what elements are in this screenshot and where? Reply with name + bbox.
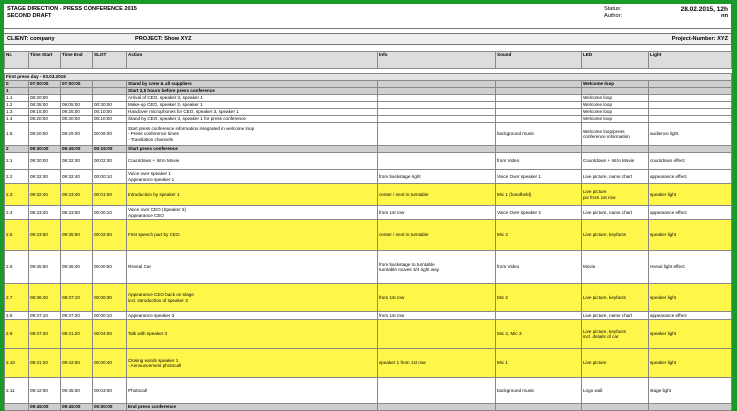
time-end: 09:45:00 xyxy=(61,378,93,404)
slot-duration: 00:00:10 xyxy=(93,206,127,220)
action-cell: Countdown + Intro Movie xyxy=(127,153,378,170)
light-cell: speaker light xyxy=(649,320,732,349)
slot-duration xyxy=(93,95,127,102)
led-cell: Welcome loop xyxy=(582,109,649,116)
info-cell xyxy=(378,378,496,404)
row-number: 0 xyxy=(5,81,29,88)
time-start: 09:30:00 xyxy=(29,153,61,170)
row-number: 1.2 xyxy=(5,102,29,109)
slot-duration: 00:09:30 xyxy=(93,123,127,146)
led-cell: Welcome loop/press conference information xyxy=(582,123,649,146)
table-row xyxy=(5,109,732,116)
sound-cell: from Video xyxy=(496,153,582,170)
slot-duration: 00:02:00 xyxy=(93,220,127,251)
sound-cell xyxy=(496,81,582,88)
light-cell xyxy=(649,404,732,411)
info-cell: from 1st row xyxy=(378,312,496,320)
slot-duration xyxy=(93,88,127,95)
time-end: 09:32:30 xyxy=(61,153,93,170)
sound-cell: Mic 2 xyxy=(496,220,582,251)
light-cell xyxy=(649,81,732,88)
time-end xyxy=(61,95,93,102)
table-row xyxy=(5,184,732,206)
info-cell xyxy=(378,153,496,170)
table-row xyxy=(5,312,732,320)
column-header: Time Start xyxy=(29,52,61,69)
led-cell: Countdown + Intro Movie xyxy=(582,153,649,170)
slot-duration: 00:10:00 xyxy=(93,116,127,123)
action-cell: Stand by crew & all suppliers xyxy=(127,81,378,88)
time-end: 09:37:20 xyxy=(61,312,93,320)
light-cell: audience light xyxy=(649,123,732,146)
status-value: 28.02.2015, 12h xyxy=(680,6,728,13)
slot-duration: 00:04:00 xyxy=(93,320,127,349)
info-cell: from 1st row xyxy=(378,206,496,220)
row-number: 1.3 xyxy=(5,109,29,116)
column-header: Info xyxy=(378,52,496,69)
row-number: 2.10 xyxy=(5,349,29,378)
table-row xyxy=(5,378,732,404)
slot-duration: 00:10:00 xyxy=(93,109,127,116)
column-header: Time End xyxy=(61,52,93,69)
info-cell xyxy=(378,81,496,88)
led-cell: Live picture, name chart xyxy=(582,206,649,220)
table-row xyxy=(5,404,732,411)
time-end: 09:25:00 xyxy=(61,109,93,116)
time-end: 07:00:00 xyxy=(61,81,93,88)
client-label: CLIENT: company xyxy=(7,36,55,42)
action-cell: End press conference xyxy=(127,404,378,411)
slot-duration: 00:00:40 xyxy=(93,349,127,378)
info-cell xyxy=(378,102,496,109)
action-cell: Photocall xyxy=(127,378,378,404)
row-number: 2.5 xyxy=(5,220,29,251)
led-cell: Live picture, keyfacts xyxy=(582,284,649,312)
time-start: 07:00:00 xyxy=(29,81,61,88)
table-row xyxy=(5,81,732,88)
sound-cell xyxy=(496,95,582,102)
led-cell: Welcome loop xyxy=(582,81,649,88)
time-start: 09:32:40 xyxy=(29,184,61,206)
led-cell xyxy=(582,88,649,95)
row-number: 2.6 xyxy=(5,251,29,284)
time-end: 09:35:50 xyxy=(61,220,93,251)
column-header: LED xyxy=(582,52,649,69)
time-end: 09:29:30 xyxy=(61,123,93,146)
slot-duration: 00:30:00 xyxy=(93,102,127,109)
table-row xyxy=(5,153,732,170)
project-info-bar xyxy=(4,33,731,45)
light-cell: appearance effect xyxy=(649,312,732,320)
row-number: 2.9 xyxy=(5,320,29,349)
time-start: 09:30:00 xyxy=(29,146,61,153)
light-cell: speaker light xyxy=(649,184,732,206)
row-number xyxy=(5,404,29,411)
sound-cell: from Video xyxy=(496,251,582,284)
project-number-label: Project-Number: XYZ xyxy=(671,36,728,42)
light-cell xyxy=(649,88,732,95)
row-number: 2.8 xyxy=(5,312,29,320)
row-number: 1 xyxy=(5,88,29,95)
slot-duration: 00:00:30 xyxy=(93,284,127,312)
sound-cell: Voice Over speaker 1 xyxy=(496,170,582,184)
row-number: 1.1 xyxy=(5,95,29,102)
action-cell: Voice over CEO (Speaker 2) Appearance CEO xyxy=(127,206,378,220)
led-cell: Logo wall xyxy=(582,378,649,404)
action-cell: Handover microphones for CEO, speaker 3, speaker 1 xyxy=(127,109,378,116)
light-cell: speaker light xyxy=(649,349,732,378)
sound-cell: background music xyxy=(496,123,582,146)
sound-cell xyxy=(496,146,582,153)
time-start: 09:33:50 xyxy=(29,220,61,251)
slot-duration: 00:00:50 xyxy=(93,251,127,284)
led-cell: Live picture, name chart xyxy=(582,170,649,184)
time-start: 09:37:10 xyxy=(29,312,61,320)
day-row xyxy=(5,74,732,81)
slot-duration: 00:01:00 xyxy=(93,184,127,206)
time-end: 09:33:50 xyxy=(61,206,93,220)
table-row xyxy=(5,206,732,220)
sound-cell: Mic 1 (handheld) xyxy=(496,184,582,206)
light-cell: appearance effect xyxy=(649,206,732,220)
row-number: 1.5 xyxy=(5,123,29,146)
led-cell: Welcome loop xyxy=(582,102,649,109)
action-cell: Start press conference xyxy=(127,146,378,153)
table-row xyxy=(5,88,732,95)
light-cell xyxy=(649,109,732,116)
time-end: 09:30:00 xyxy=(61,116,93,123)
info-cell: speaker 1 from 1st row xyxy=(378,349,496,378)
time-start: 09:20:00 xyxy=(29,123,61,146)
slot-duration xyxy=(93,81,127,88)
row-number: 2.3 xyxy=(5,184,29,206)
table-row xyxy=(5,320,732,349)
column-header: Light xyxy=(649,52,732,69)
action-cell: Arrival of CEO, speaker 3, speaker 1 xyxy=(127,95,378,102)
time-start: 09:35:50 xyxy=(29,251,61,284)
table-row xyxy=(5,251,732,284)
light-cell: reveal light effect xyxy=(649,251,732,284)
row-number: 2.2 xyxy=(5,170,29,184)
led-cell: Live picture xyxy=(582,349,649,378)
info-cell xyxy=(378,320,496,349)
slot-duration: 00:03:00 xyxy=(93,378,127,404)
led-cell: Live picture pic from 1st row xyxy=(582,184,649,206)
slot-duration: 00:02:30 xyxy=(93,153,127,170)
table-row xyxy=(5,123,732,146)
time-start: 09:15:00 xyxy=(29,109,61,116)
table-row xyxy=(5,284,732,312)
action-cell: Stand by CEO, speaker 3, speaker 1 for press conference xyxy=(127,116,378,123)
slot-duration: 00:00:00 xyxy=(93,404,127,411)
action-cell: Start 2,5 hours before press conference xyxy=(127,88,378,95)
led-cell: Welcome loop xyxy=(582,95,649,102)
light-cell xyxy=(649,116,732,123)
sound-cell: Mic 2, Mic 3 xyxy=(496,320,582,349)
info-cell xyxy=(378,95,496,102)
info-cell: from backstage to turntable turntable moves 3/4 right way xyxy=(378,251,496,284)
led-cell: Welcome loop xyxy=(582,116,649,123)
time-start: 09:41:20 xyxy=(29,349,61,378)
light-cell xyxy=(649,102,732,109)
time-end: 09:05:00 xyxy=(61,102,93,109)
row-number: 2.4 xyxy=(5,206,29,220)
time-start: 08:20:00 xyxy=(29,95,61,102)
sound-cell: Mic 2 xyxy=(496,284,582,312)
spreadsheet xyxy=(4,4,731,410)
time-start xyxy=(29,88,61,95)
action-cell: Appearance speaker 3 xyxy=(127,312,378,320)
slot-duration: 00:00:10 xyxy=(93,170,127,184)
author-label: Author: xyxy=(604,13,623,19)
led-cell xyxy=(582,146,649,153)
light-cell: countdown effect xyxy=(649,153,732,170)
light-cell xyxy=(649,95,732,102)
table-row xyxy=(5,102,732,109)
document-subtitle: SECOND DRAFT xyxy=(7,13,52,19)
time-end: 09:42:00 xyxy=(61,349,93,378)
time-end: 09:45:00 xyxy=(61,146,93,153)
info-cell: from 1st row xyxy=(378,284,496,312)
action-cell: Closing words speaker 1 - Announcement photocall xyxy=(127,349,378,378)
project-label: PROJECT: Show XYZ xyxy=(135,36,192,42)
sound-cell: Mic 1 xyxy=(496,349,582,378)
sound-cell xyxy=(496,404,582,411)
column-header: SLOT xyxy=(93,52,127,69)
sound-cell xyxy=(496,312,582,320)
info-cell xyxy=(378,404,496,411)
time-end: 09:37:10 xyxy=(61,284,93,312)
light-cell: stage light xyxy=(649,378,732,404)
time-end: 09:41:20 xyxy=(61,320,93,349)
light-cell: speaker light xyxy=(649,284,732,312)
sound-cell xyxy=(496,88,582,95)
slot-duration: 00:15:00 xyxy=(93,146,127,153)
day-label: First press day - 03.03.2015 xyxy=(5,74,732,81)
action-cell: First speech part by CEO xyxy=(127,220,378,251)
table-header-row xyxy=(5,52,732,69)
table-row xyxy=(5,220,732,251)
time-start: 08:35:00 xyxy=(29,102,61,109)
table-row xyxy=(5,116,732,123)
time-end: 09:45:00 xyxy=(61,404,93,411)
time-start: 09:37:20 xyxy=(29,320,61,349)
info-cell xyxy=(378,109,496,116)
sound-cell: background music xyxy=(496,378,582,404)
action-cell: Voice over speaker 1 Appearance speaker 1 xyxy=(127,170,378,184)
info-cell xyxy=(378,146,496,153)
light-cell xyxy=(649,146,732,153)
time-start: 09:45:00 xyxy=(29,404,61,411)
row-number: 2 xyxy=(5,146,29,153)
action-cell: Start press conference information integrated in welcome loop - Press conference times - Translation channels xyxy=(127,123,378,146)
sound-cell xyxy=(496,116,582,123)
led-cell: Movie xyxy=(582,251,649,284)
row-number: 2.7 xyxy=(5,284,29,312)
time-start: 09:20:00 xyxy=(29,116,61,123)
info-cell xyxy=(378,123,496,146)
time-end: 09:36:40 xyxy=(61,251,93,284)
table-row xyxy=(5,146,732,153)
time-end xyxy=(61,88,93,95)
row-number: 2.11 xyxy=(5,378,29,404)
led-cell: Live picture, keyfacts incl. details of car xyxy=(582,320,649,349)
action-cell: Appearance CEO back on stage incl. introduction of speaker 3 xyxy=(127,284,378,312)
info-cell: from backstage right xyxy=(378,170,496,184)
time-end: 09:32:40 xyxy=(61,170,93,184)
slot-duration: 00:00:10 xyxy=(93,312,127,320)
table-row xyxy=(5,349,732,378)
action-cell: Make-up CEO, speaker 3, speaker 1 xyxy=(127,102,378,109)
sound-cell xyxy=(496,109,582,116)
led-cell: Live picture, name chart xyxy=(582,312,649,320)
light-cell: appearance effect xyxy=(649,170,732,184)
status-label: Status: xyxy=(604,6,622,12)
schedule-table xyxy=(4,51,732,411)
table-row xyxy=(5,170,732,184)
action-cell: Talk with speaker 3 xyxy=(127,320,378,349)
document-title: STAGE DIRECTION - PRESS CONFERENCE 2015 xyxy=(7,6,137,12)
info-cell: center / next to turntable xyxy=(378,184,496,206)
row-number: 1.4 xyxy=(5,116,29,123)
info-cell: center / next to turntable xyxy=(378,220,496,251)
column-header: Sound xyxy=(496,52,582,69)
time-start: 09:36:40 xyxy=(29,284,61,312)
table-row xyxy=(5,95,732,102)
time-start: 09:42:00 xyxy=(29,378,61,404)
time-start: 09:32:30 xyxy=(29,170,61,184)
led-cell: Live picture, keyfacts xyxy=(582,220,649,251)
column-header: Action xyxy=(127,52,378,69)
sound-cell xyxy=(496,102,582,109)
time-start: 09:33:40 xyxy=(29,206,61,220)
info-cell xyxy=(378,116,496,123)
led-cell xyxy=(582,404,649,411)
column-header: Nr. xyxy=(5,52,29,69)
row-number: 2.1 xyxy=(5,153,29,170)
light-cell: speaker light xyxy=(649,220,732,251)
time-end: 09:33:40 xyxy=(61,184,93,206)
author-value: nn xyxy=(721,13,728,19)
info-cell xyxy=(378,88,496,95)
action-cell: Reveal Car xyxy=(127,251,378,284)
action-cell: Introduction by speaker 1 xyxy=(127,184,378,206)
sound-cell: Voice Over speaker 2 xyxy=(496,206,582,220)
document-header xyxy=(4,4,731,29)
